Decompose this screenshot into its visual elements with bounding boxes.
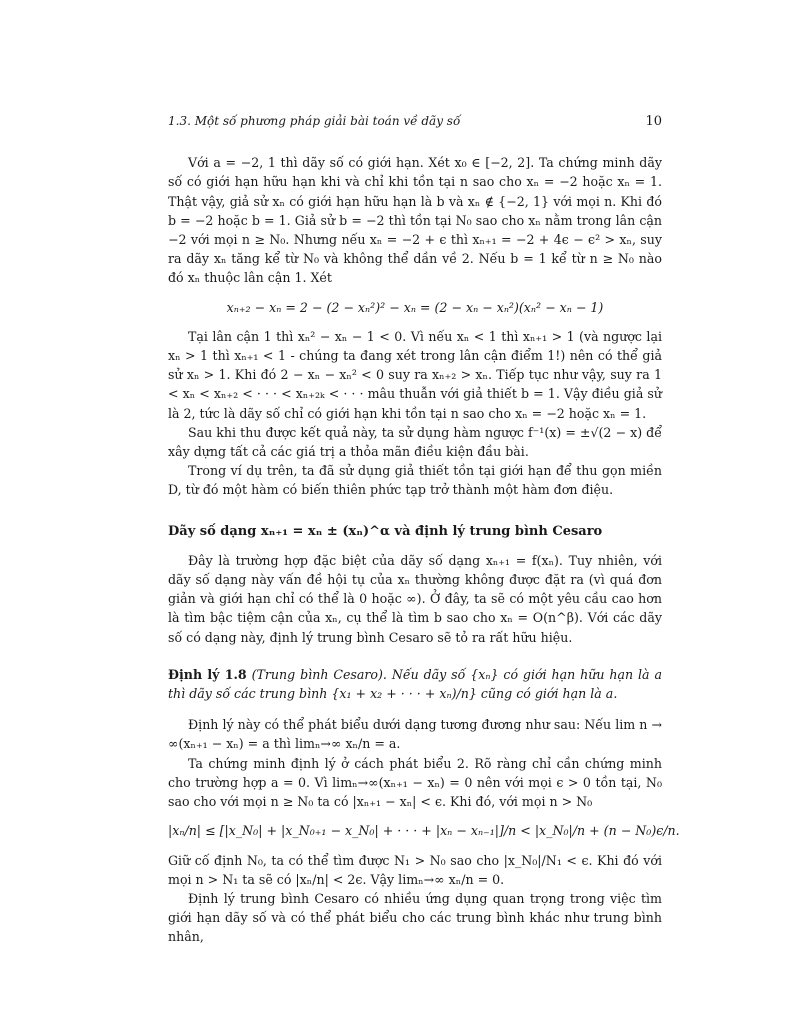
page-number: 10 (645, 114, 662, 129)
paragraph-5: Đây là trường hợp đặc biệt của dãy số dạng xₙ₊₁ = f(xₙ). Tuy nhiên, với dãy số dạng này vấn đề hội tụ của xₙ thường không được đặt ra (vì quá đơn giản và giới hạn chỉ có thể là 0 hoặc ∞). Ở đây, ta sẽ có một yêu cầu cao hơn là tìm bậc tiệm cận của xₙ, cụ thể là tìm b sao cho xₙ = O(n^β). Với các dãy số có dạng này, định lý trung bình Cesaro sẽ tỏ ra rất hữu hiệu. (168, 552, 662, 645)
theorem-1-8 (168, 665, 662, 703)
theorem-text: Nếu dãy số {xₙ} có giới hạn hữu hạn là a thì dãy số các trung bình {x₁ + x₂ + · · · + xₙ)/n} cũng có giới hạn là a. (168, 666, 662, 702)
page (168, 112, 680, 947)
theorem-name: (Trung bình Cesaro). (251, 666, 387, 682)
paragraph-8: Giữ cố định N₀, ta có thể tìm được N₁ > N₀ sao cho |x_N₀|/N₁ < ϵ. Khi đó với mọi n > N₁ ta sẽ có |xₙ/n| < 2ϵ. Vậy limₙ→∞ xₙ/n = 0. (168, 852, 662, 887)
paragraph-2: Tại lân cận 1 thì xₙ² − xₙ − 1 < 0. Vì nếu xₙ < 1 thì xₙ₊₁ > 1 (và ngược lại xₙ > 1 thì xₙ₊₁ < 1 - chúng ta đang xét trong lân cận điểm 1!) nên có thể giả sử xₙ > 1. Khi đó 2 − xₙ − xₙ² < 0 suy ra xₙ₊₂ > xₙ. Tiếp tục như vậy, suy ra 1 < xₙ < xₙ₊₂ < · · · < xₙ₊₂ₖ < · · · mâu thuẫn với giả thiết b = 1. Vậy điều giả sử là 2, tức là dãy số chỉ có giới hạn khi tồn tại n sao cho xₙ = −2 hoặc xₙ = 1. (168, 328, 662, 421)
paragraph-9: Định lý trung bình Cesaro có nhiều ứng dụng quan trọng trong việc tìm giới hạn dãy số và có thể phát biểu cho các trung bình khác như trung bình nhân, (168, 890, 662, 945)
paragraph-6: Định lý này có thể phát biểu dưới dạng tương đương như sau: Nếu lim n → ∞(xₙ₊₁ − xₙ) = a thì limₙ→∞ xₙ/n = a. (168, 717, 662, 752)
equation-1: xₙ₊₂ − xₙ = 2 − (2 − xₙ²)² − xₙ = (2 − xₙ − xₙ²)(xₙ² − xₙ − 1) (226, 299, 604, 315)
paragraph-1: Với a = −2, 1 thì dãy số có giới hạn. Xét x₀ ∈ [−2, 2]. Ta chứng minh dãy số có giới hạn hữu hạn khi và chỉ khi tồn tại n sao cho xₙ = −2 hoặc xₙ = 1. Thật vậy, giả sử xₙ có giới hạn hữu hạn là b và xₙ ∉ {−2, 1} với mọi n. Khi đó b = −2 hoặc b = 1. Giả sử b = −2 thì tồn tại N₀ sao cho xₙ nằm trong lân cận −2 với mọi n ≥ N₀. Nhưng nếu xₙ = −2 + ϵ thì xₙ₊₁ = −2 + 4ϵ − ϵ² > xₙ, suy ra dãy xₙ tăng kể từ N₀ và không thể dần về 2. Nếu b = 1 kể từ n ≥ N₀ nào đó xₙ thuộc lân cận 1. Xét (168, 155, 662, 286)
running-header (168, 112, 662, 131)
paragraph-4: Trong ví dụ trên, ta đã sử dụng giả thiết tồn tại giới hạn để thu gọn miền D, từ đó một hàm có biến thiên phức tạp trở thành một hàm đơn điệu. (168, 463, 662, 498)
theorem-label: Định lý 1.8 (168, 666, 247, 682)
paragraph-7: Ta chứng minh định lý ở cách phát biểu 2. Rõ ràng chỉ cần chứng minh cho trường hợp a = 0. Vì limₙ→∞(xₙ₊₁ − xₙ) = 0 nên với mọi ϵ > 0 tồn tại, N₀ sao cho với mọi n ≥ N₀ ta có |xₙ₊₁ − xₙ| < ϵ. Khi đó, với mọi n > N₀ (168, 755, 662, 810)
equation-2: |xₙ/n| ≤ [|x_N₀| + |x_N₀₊₁ − x_N₀| + · · · + |xₙ − xₙ₋₁|]/n < |x_N₀|/n + (n − N₀)ϵ/n. (168, 823, 680, 839)
section-heading: Dãy số dạng xₙ₊₁ = xₙ ± (xₙ)^α và định lý trung bình Cesaro (168, 523, 603, 539)
section-title: 1.3. Một số phương pháp giải bài toán về dãy số (168, 114, 461, 128)
paragraph-3: Sau khi thu được kết quả này, ta sử dụng hàm ngược f⁻¹(x) = ±√(2 − x) để xây dựng tất cả các giá trị a thỏa mãn điều kiện đầu bài. (168, 424, 662, 460)
